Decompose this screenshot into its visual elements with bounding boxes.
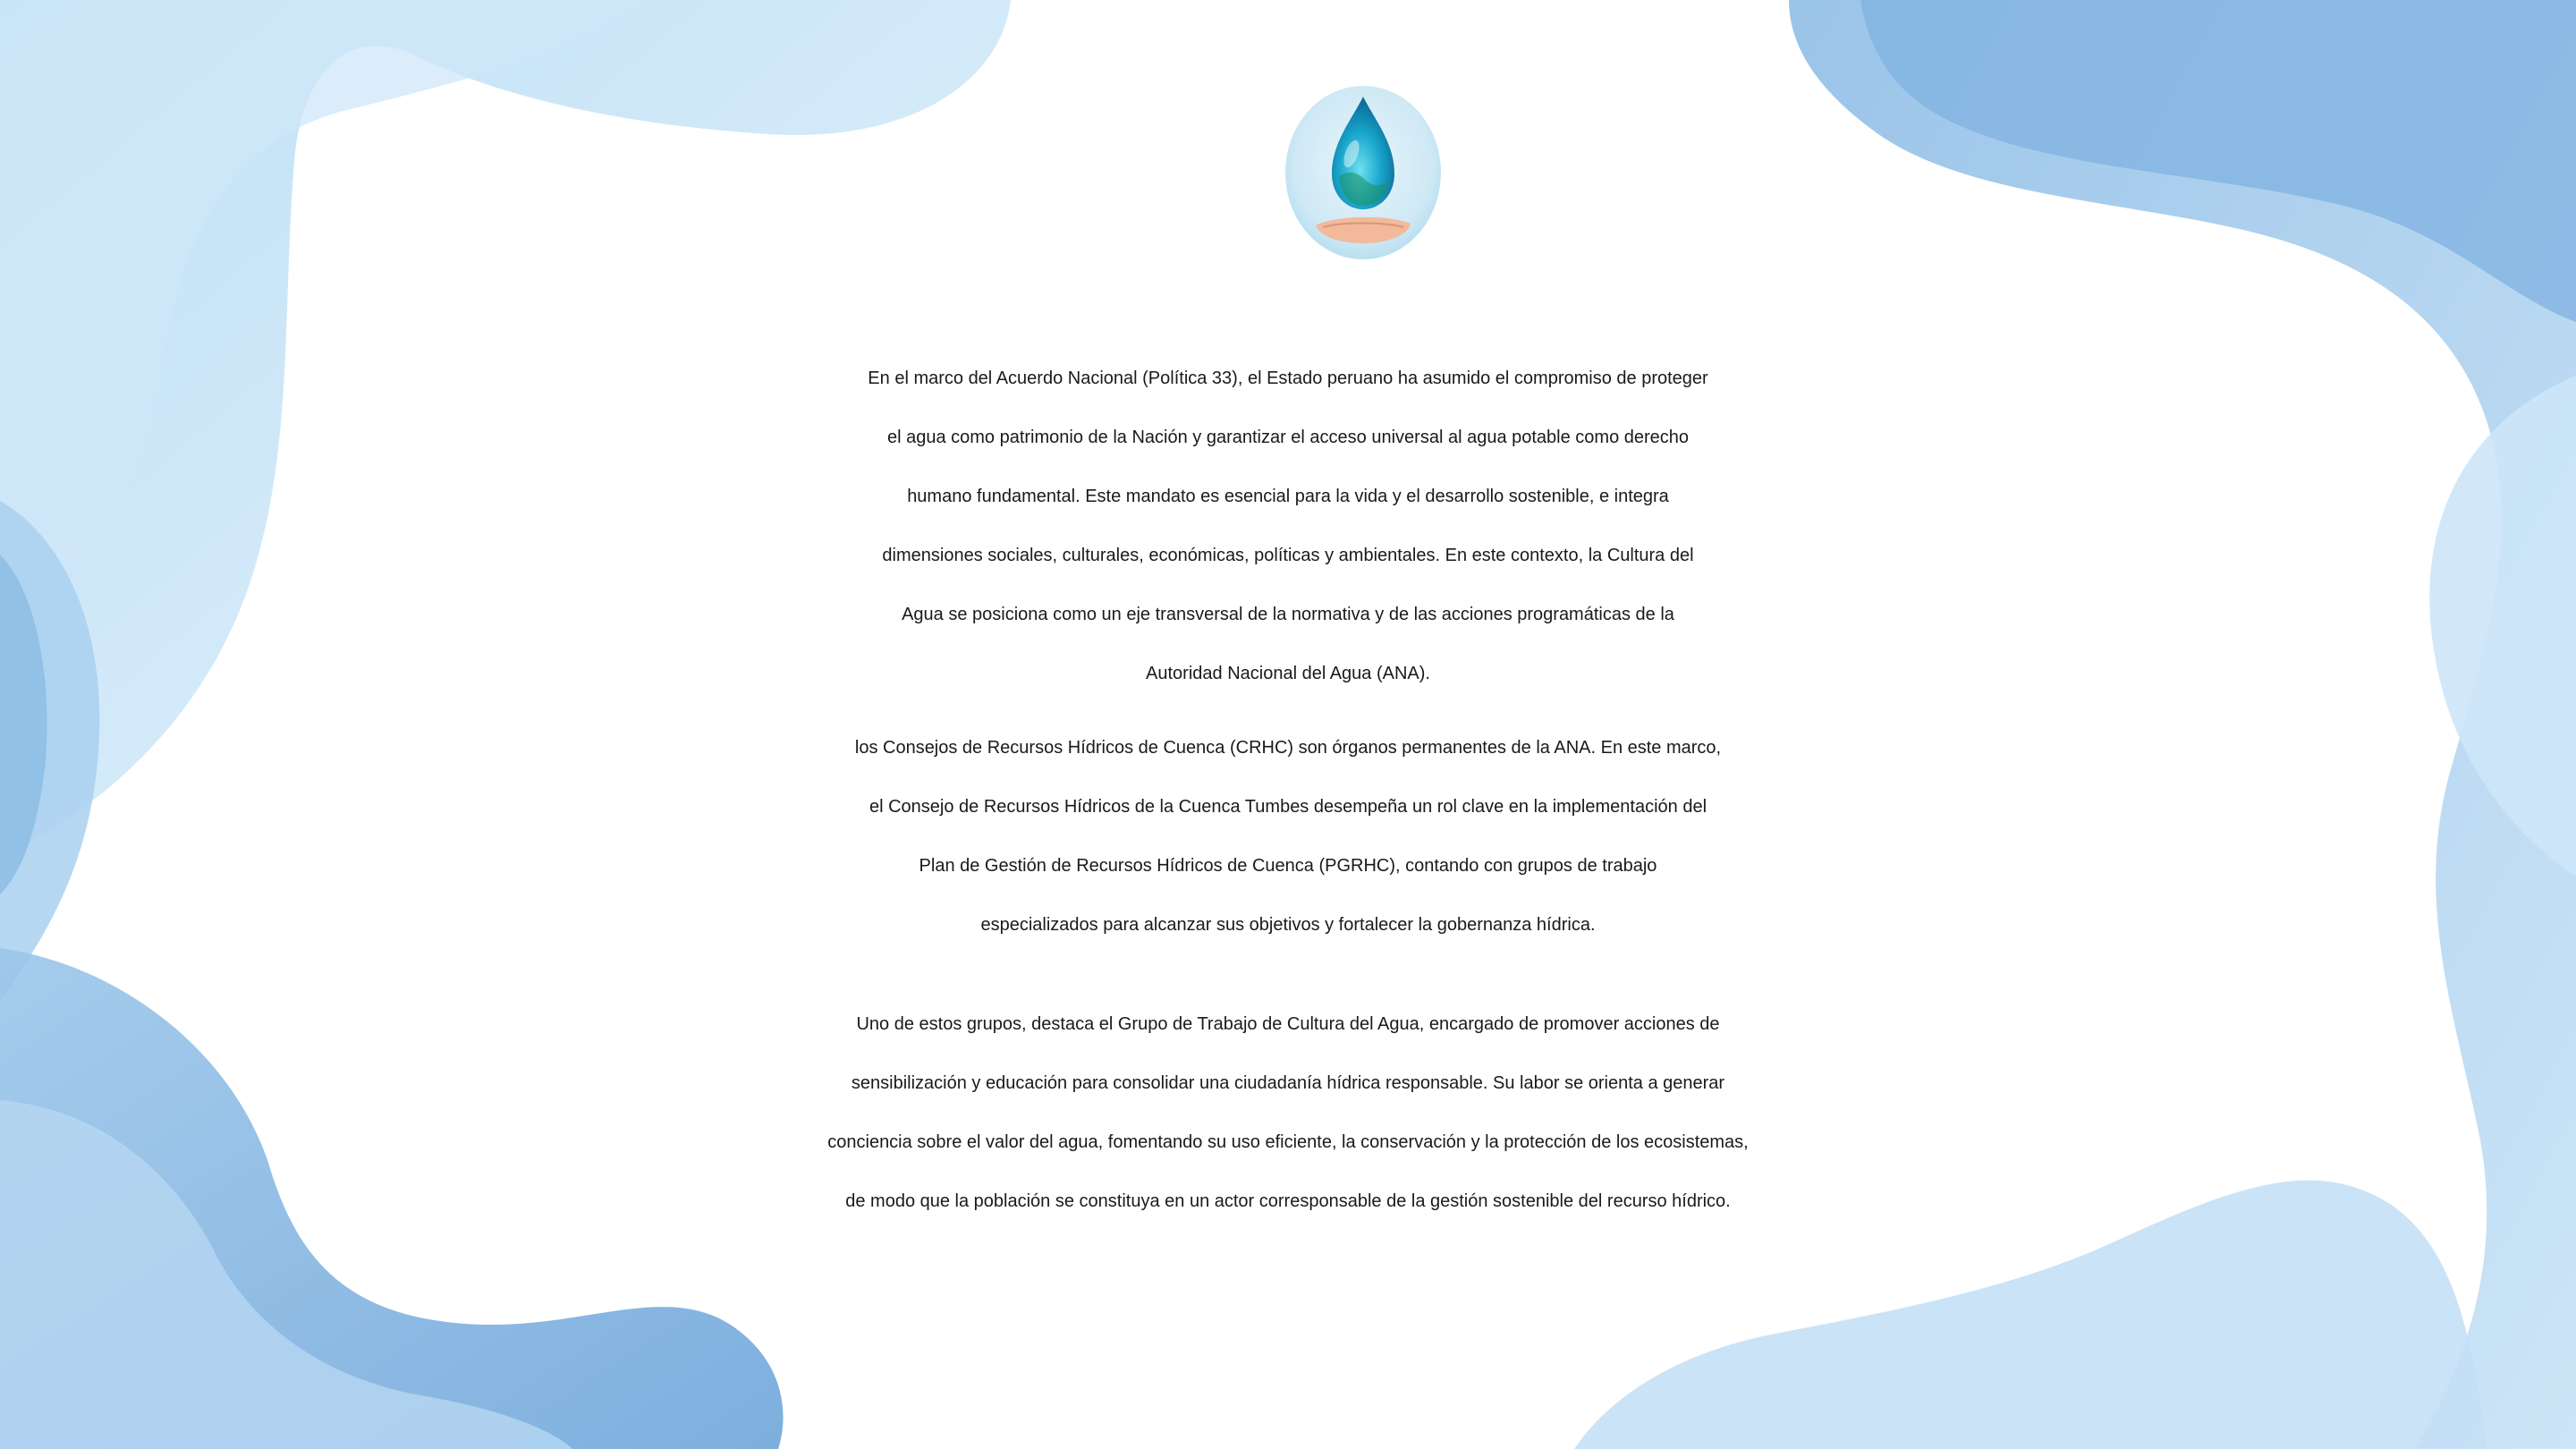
text-line: En el marco del Acuerdo Nacional (Política 33), el Estado peruano ha asumido el compromiso de proteger xyxy=(868,369,1708,388)
text-line: humano fundamental. Este mandato es esencial para la vida y el desarrollo sostenible, e integra xyxy=(907,487,1669,506)
paragraph-grupo-cultura-agua xyxy=(0,995,2576,1231)
paragraph-acuerdo-nacional xyxy=(0,349,2576,703)
text-line: Plan de Gestión de Recursos Hídricos de Cuenca (PGRHC), contando con grupos de trabajo xyxy=(919,856,1657,876)
text-line: especializados para alcanzar sus objetivos y fortalecer la gobernanza hídrica. xyxy=(980,915,1596,935)
text-line: el Consejo de Recursos Hídricos de la Cuenca Tumbes desempeña un rol clave en la implementación del xyxy=(869,797,1707,817)
text-line: Agua se posiciona como un eje transversal de la normativa y de las acciones programáticas de la xyxy=(902,605,1674,624)
paragraph-consejos-recursos-hidricos xyxy=(0,718,2576,954)
text-line: el agua como patrimonio de la Nación y garantizar el acceso universal al agua potable como derecho xyxy=(886,428,1690,447)
logo xyxy=(1284,84,1443,261)
text-line: sensibilización y educación para consolidar una ciudadanía hídrica responsable. Su labor se orienta a generar xyxy=(851,1073,1725,1093)
text-line: los Consejos de Recursos Hídricos de Cuenca (CRHC) son órganos permanentes de la ANA. En este marco, xyxy=(854,738,1722,758)
text-line: de modo que la población se constituya en un actor corresponsable de la gestión sostenible del recurso hídrico. xyxy=(845,1191,1731,1211)
text-line: conciencia sobre el valor del agua, fomentando su uso eficiente, la conservación y la protección de los ecosistemas, xyxy=(827,1132,1749,1152)
text-line: dimensiones sociales, culturales, económicas, políticas y ambientales. En este contexto, la Cultura del xyxy=(882,546,1694,565)
text-line: Uno de estos grupos, destaca el Grupo de Trabajo de Cultura del Agua, encargado de promover acciones de xyxy=(856,1014,1720,1034)
text-line: Autoridad Nacional del Agua (ANA). xyxy=(1146,664,1430,683)
